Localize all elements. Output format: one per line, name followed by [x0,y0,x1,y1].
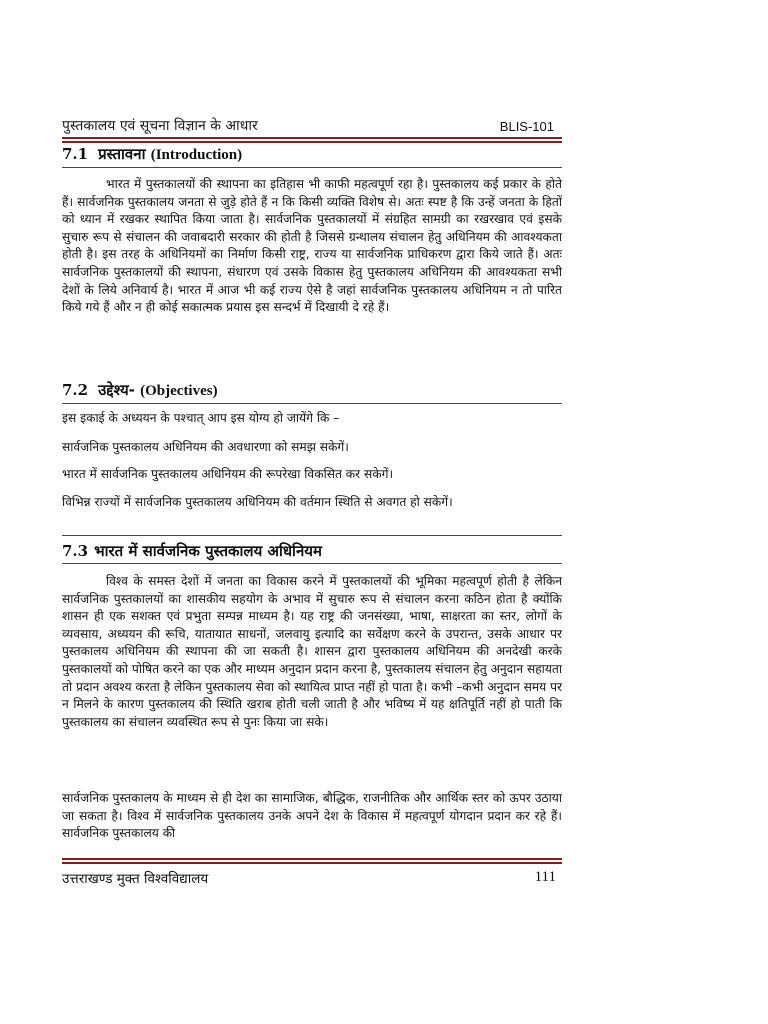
section-heading-objectives [62,380,218,400]
section-title-hindi: भारत में सार्वजनिक पुस्तकालय अधिनियम [94,542,322,560]
footer-rule-bottom [62,862,562,864]
section-rule [62,167,562,168]
section-heading-introduction [62,144,242,164]
section-title-english: (Objectives) [140,383,218,399]
section-rule [62,403,562,404]
public-library-act-paragraph: विश्व के समस्त देशों में जनता का विकास करने में पुस्तकालयों की भूमिका महत्वपूर्ण होती है लेकिन सार्वजनिक पुस्तकालयों का शासकीय सहयोग के अभाव में सुचारु रूप से संचालन करना कठिन होता है क्योंकि शासन ही एक सशक्त एवं प्रभुता सम्पन्न माध्यम है। यह राष्ट्र की जनसंख्या, भाषा, साक्षरता का स्तर, लोगों के व्यवसाय, अध्ययन की रूचि, यातायात साधनों, जलवायु इत्यादि का सर्वेक्षण करने के उपरान्त, उसके आधार पर पुस्तकालय अधिनियम की स्थापना की जा सकती है। शासन द्वारा पुस्तकालय अधिनियम की अनदेखी करके पुस्तकालयों को पोषित करने का एक और माध्यम अनुदान प्रदान करना है, पुस्तकालय संचालन हेतु अनुदान सहायता तो प्रदान अवश्य करता है लेकिन पुस्तकालय सेवा को स्थायित्व प्राप्त नहीं हो पाता है। कभी –कभी अनुदान समय पर न मिलने के कारण पुस्तकालय की स्थिति खराब होती चली जाती है और भविष्य में यह क्षतिपूर्ति नहीं हो पाती कि पुस्तकालय का संचालन व्यवस्थित रूप से पुनः किया जा सके। [62,574,562,729]
section-rule [62,535,562,536]
course-code: BLIS-101 [499,119,554,134]
footer-rule-top [62,858,562,860]
section-rule [62,563,562,564]
introduction-paragraph: भारत में पुस्तकालयों की स्थापना का इतिहास भी काफी महत्वपूर्ण रहा है। पुस्तकालय कई प्रकार के होते हैं। सार्वजनिक पुस्तकालय जनता से जुड़े होते हैं न कि किसी व्यक्ति विशेष से। अतः स्पष्ट है कि उन्हें जनता के हितों को ध्यान में रखकर स्थापित किया जाता है। सार्वजनिक पुस्तकालयों में संग्रहित सामग्री का रखरखाव एवं इसके सुचारु रूप से संचालन की जवाबदारी सरकार की होती है जिससे ग्रन्थालय संचालन हेतु अधिनियम की आवश्यकता होती है। इस तरह के अधिनियमों का निर्माण किसी राष्ट्र, राज्य या सार्वजनिक प्राधिकरण द्वारा किये जाते हैं। अतः सार्वजनिक पुस्तकालयों की स्थापना, संधारण एवं उसके विकास हेतु पुस्तकालय अधिनियम की आवश्यकता सभी देशों के लिये अनिवार्य है। भारत में आज भी कई राज्य ऐसे है जहां सार्वजनिक पुस्तकालय अधिनियम न तो पारित किये गये हैं और न ही कोई सकात्मक प्रयास इस सन्दर्भ में दिखायी दे रहे हैं। [62,177,562,315]
section-heading-public-library-act [62,541,322,561]
section-title-hindi: उद्देश्य- [98,381,135,399]
header-rule-bottom [62,141,562,143]
footer-university-name: उत्तराखण्ड मुक्त विश्वविद्यालय [62,871,209,887]
objective-item: सार्वजनिक पुस्तकालय अधिनियम की अवधारणा को समझ सकेगें। [62,440,349,454]
public-library-role-paragraph: सार्वजनिक पुस्तकालय के माध्यम से ही देश का सामाजिक, बौद्धिक, राजनीतिक और आर्थिक स्तर को ऊपर उठाया जा सकता है। विश्व में सार्वजनिक पुस्तकालय उनके अपने देश के विकास में महत्वपूर्ण योगदान प्रदान कर रहे हैं। सार्वजनिक पुस्तकालय की [62,791,562,841]
page-number: 111 [534,869,556,885]
objective-item: भारत में सार्वजनिक पुस्तकालय अधिनियम की रूपरेखा विकसित कर सकेगें। [62,467,394,481]
header-rule-top [62,137,562,139]
section-number: 7.2 [62,381,89,399]
section-title-hindi: प्रस्तावना [98,145,146,163]
section-number: 7.1 [62,145,89,163]
objective-item: विभिन्न राज्यों में सार्वजनिक पुस्तकालय अधिनियम की वर्तमान स्थिति से अवगत हो सकेगें। [62,495,453,509]
objective-item: इस इकाई के अध्ययन के पश्चात् आप इस योग्य हो जायेंगे कि – [62,411,340,425]
section-number: 7.3 [62,542,89,560]
section-title-english: (Introduction) [150,147,243,163]
running-header-title: पुस्तकालय एवं सूचना विज्ञान के आधार [62,118,258,134]
